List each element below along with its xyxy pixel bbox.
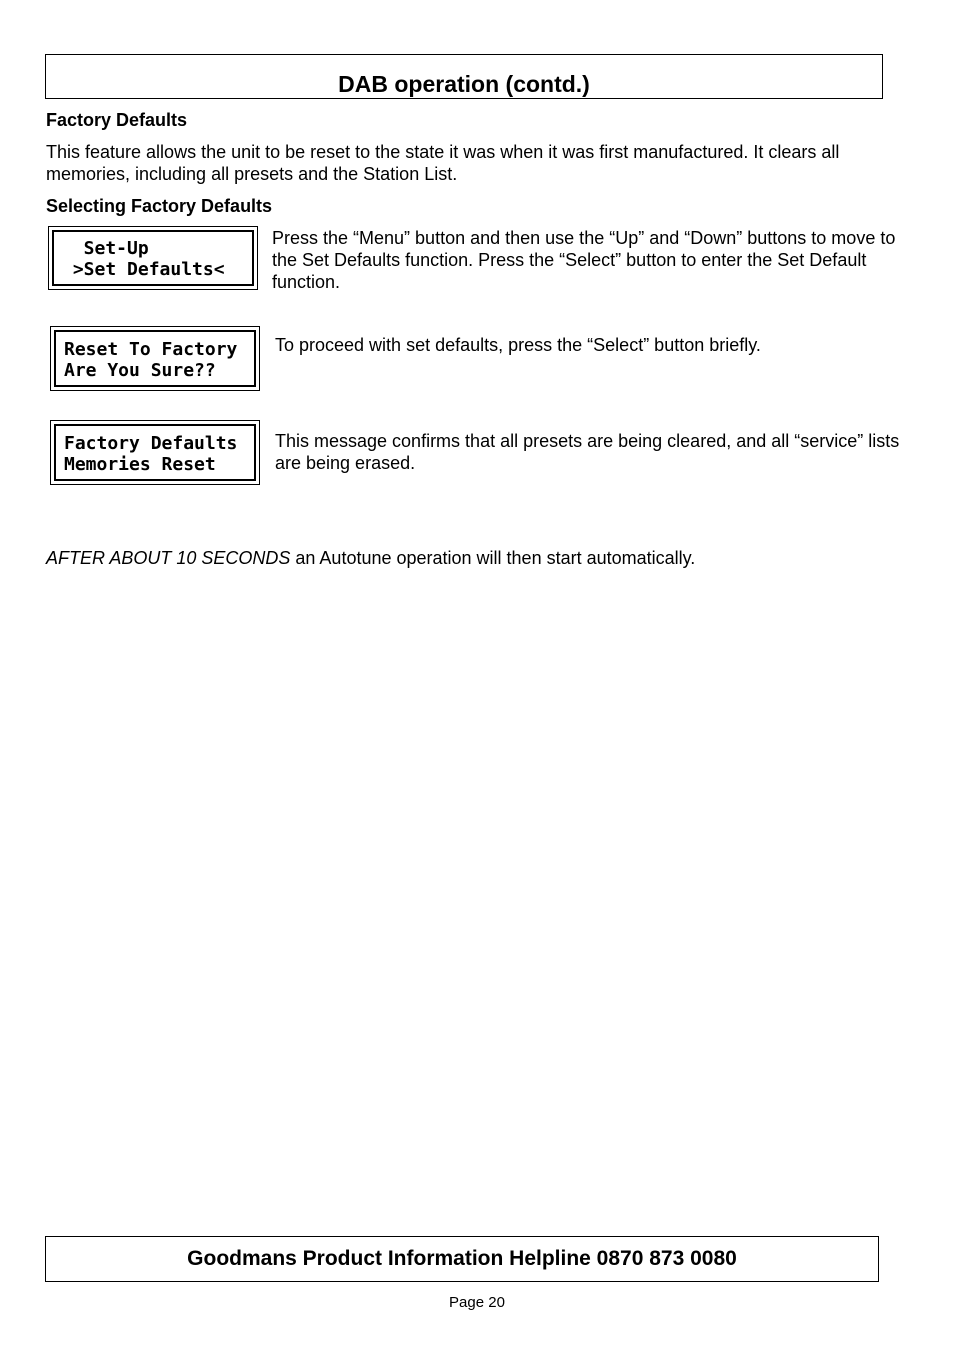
step-1-text: Press the “Menu” button and then use the “Up” and “Down” buttons to move to the Set Defaults function. Press the “Select” button to enter the Set Default function.	[272, 228, 896, 292]
lcd-line-2: >Set Defaults<	[62, 259, 225, 280]
lcd-line-1: Reset To Factory	[64, 339, 238, 360]
note-emphasis: AFTER ABOUT 10 SECONDS	[46, 548, 291, 568]
lcd-display-defaults-done	[50, 420, 260, 485]
step-2-text: To proceed with set defaults, press the “Select” button briefly.	[275, 335, 761, 355]
lcd-display-setup	[48, 226, 258, 290]
lcd-line-1: Factory Defaults	[64, 433, 238, 454]
helpline-box	[45, 1236, 879, 1282]
subsection-heading: Selecting Factory Defaults	[46, 196, 273, 216]
note-text: an Autotune operation will then start automatically.	[290, 548, 696, 568]
lcd-line-1: Set-Up	[62, 238, 149, 259]
page-title: DAB operation (contd.)	[338, 71, 590, 97]
helpline-text: Goodmans Product Information Helpline 0870 873 0080	[187, 1247, 737, 1270]
lcd-line-2: Are You Sure??	[64, 360, 216, 381]
page-header	[45, 54, 883, 99]
step-3-text: This message confirms that all presets are being cleared, and all “service” lists are being erased.	[275, 431, 900, 473]
autotune-note	[46, 547, 926, 569]
page-number: Page 20	[449, 1294, 505, 1311]
lcd-display-reset-confirm	[50, 326, 260, 391]
lcd-line-2: Memories Reset	[64, 454, 216, 475]
intro-paragraph: This feature allows the unit to be reset to the state it was when it was first manufactured. It clears all memories, including all presets and the Station List.	[46, 142, 840, 184]
section-heading: Factory Defaults	[46, 110, 188, 130]
